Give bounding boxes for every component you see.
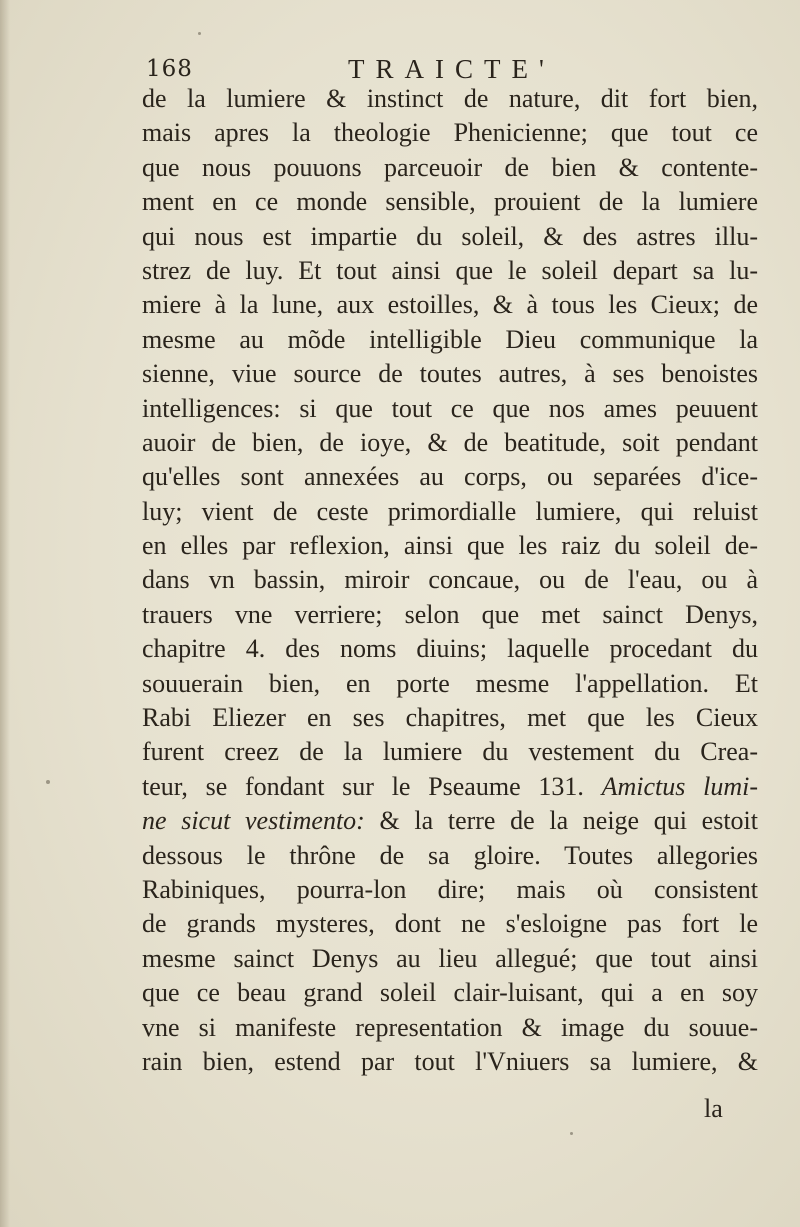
text-line [142, 907, 758, 941]
text-line [142, 426, 758, 460]
text-line [142, 701, 758, 735]
line-text: que ce beau grand soleil clair-luisant, qui a en soy [142, 978, 758, 1008]
line-text: souuerain bien, en porte mesme l'appellation. Et [142, 668, 758, 698]
page-gutter-shadow [0, 0, 10, 1227]
line-text: luy; vient de ceste primordialle lumiere, qui reluist [142, 496, 758, 526]
line-text: Rabiniques, pourra-lon dire; mais où consistent [142, 874, 758, 904]
text-line [142, 116, 758, 150]
line-text: strez de luy. Et tout ainsi que le soleil depart sa lu- [142, 255, 758, 285]
line-text: chapitre 4. des noms diuins; laquelle procedant du [142, 634, 758, 664]
page-number: 168 [146, 56, 193, 82]
line-text: mais apres la theologie Phenicienne; que tout ce [142, 118, 758, 148]
text-line [142, 495, 758, 529]
text-block [142, 82, 758, 1079]
italic-latin-text: ne sicut vestimento: [142, 806, 365, 836]
italic-latin-text: Amictus lumi- [601, 771, 758, 801]
paper-blemish [46, 780, 50, 784]
line-text: furent creez de la lumiere du vestement du Crea- [142, 737, 758, 767]
text-line [142, 460, 758, 494]
line-text: Rabi Eliezer en ses chapitres, met que les Cieux [142, 703, 758, 733]
text-line [142, 357, 758, 391]
text-line [142, 942, 758, 976]
line-text: ment en ce monde sensible, prouient de la lumiere [142, 187, 758, 217]
text-line [142, 1011, 758, 1045]
text-line [142, 220, 758, 254]
text-line [142, 839, 758, 873]
text-line [142, 632, 758, 666]
line-text: qui nous est impartie du soleil, & des astres illu- [142, 221, 758, 251]
paper-blemish [570, 1132, 573, 1135]
line-text: miere à la lune, aux estoilles, & à tous les Cieux; de [142, 290, 758, 320]
text-line [142, 770, 758, 804]
text-line [142, 392, 758, 426]
line-text: que nous pouuons parceuoir de bien & contente- [142, 152, 758, 182]
line-text: trauers vne verriere; selon que met sainct Denys, [142, 599, 758, 629]
paper-blemish [198, 32, 201, 35]
text-line [142, 1045, 758, 1079]
line-text: auoir de bien, de ioye, & de beatitude, soit pendant [142, 427, 758, 457]
text-line [142, 667, 758, 701]
text-line [142, 804, 758, 838]
text-line [142, 735, 758, 769]
line-text: & la terre de la neige qui estoit [364, 806, 758, 836]
line-text: en elles par reflexion, ainsi que les raiz du soleil de- [142, 531, 758, 561]
line-text: de grands mysteres, dont ne s'esloigne pas fort le [142, 909, 758, 939]
line-text: dessous le thrône de sa gloire. Toutes allegories [142, 840, 758, 870]
text-line [142, 254, 758, 288]
text-line [142, 529, 758, 563]
line-text: intelligences: si que tout ce que nos ames peuuent [142, 393, 758, 423]
text-line [142, 598, 758, 632]
text-line [142, 873, 758, 907]
text-line [142, 288, 758, 322]
line-text: dans vn bassin, miroir concaue, ou de l'eau, ou à [142, 565, 758, 595]
line-text: de la lumiere & instinct de nature, dit fort bien, [142, 84, 758, 113]
text-line [142, 563, 758, 597]
text-line [142, 323, 758, 357]
text-line [142, 151, 758, 185]
text-line [142, 185, 758, 219]
line-text: mesme sainct Denys au lieu allegué; que tout ainsi [142, 943, 758, 973]
line-text: mesme au mõde intelligible Dieu communique la [142, 324, 758, 354]
line-text: rain bien, estend par tout l'Vniuers sa lumiere, & [142, 1046, 758, 1076]
catchword: la [704, 1094, 723, 1123]
line-text: sienne, viue source de toutes autres, à ses benoistes [142, 359, 758, 389]
text-line [142, 976, 758, 1010]
text-line [142, 82, 758, 116]
line-text: teur, se fondant sur le Pseaume 131. [142, 771, 602, 801]
line-text: vne si manifeste representation & image du souue- [142, 1012, 758, 1042]
line-text: qu'elles sont annexées au corps, ou separées d'ice- [142, 462, 758, 492]
running-title: TRAICTE' [348, 54, 555, 84]
